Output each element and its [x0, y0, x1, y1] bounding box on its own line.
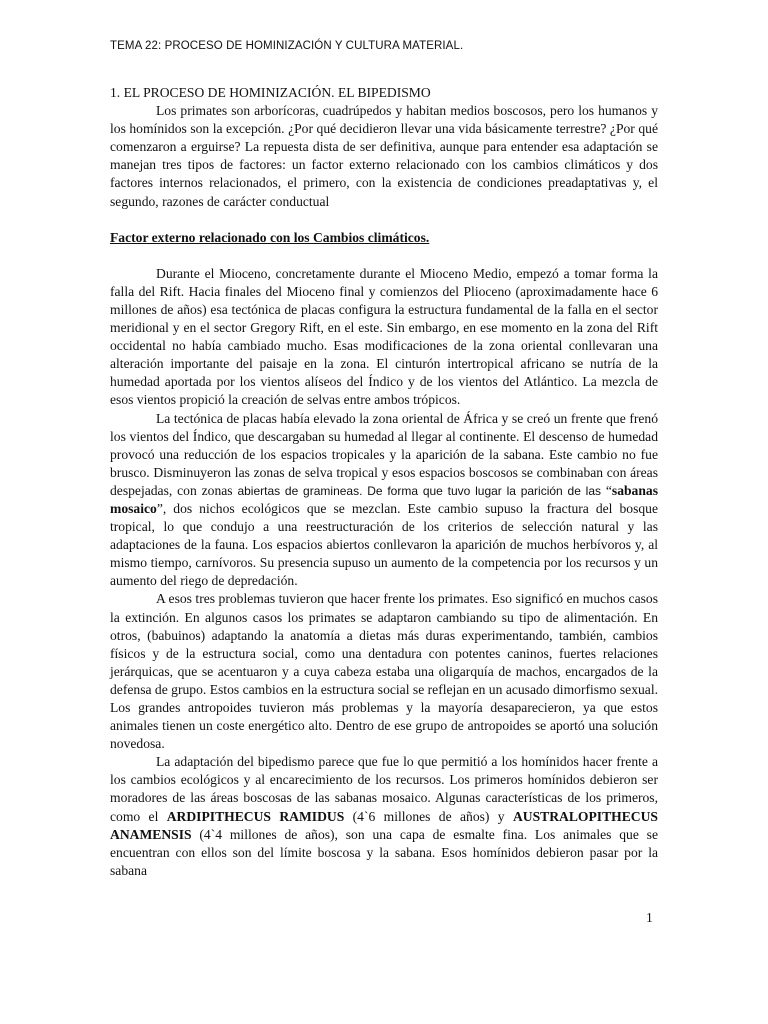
australopithecus-bold: AUSTRALOPITHECUS ANAMENSIS	[110, 808, 658, 842]
paragraph-tectonica-sans-text: abiertas de gramineas. De forma que tuvo lugar la parición de las	[237, 483, 602, 498]
sabanas-mosaico-bold: sabanas mosaico	[110, 482, 658, 516]
paragraph-tectonica-text-b: ”, dos nichos ecológicos que se mezclan. Este cambio supuso la fractura del bosque tropical, lo que condujo a una reestructuración de los criterios de selección natural y las adaptaciones de la fauna. Los espacios abiertos conllevaron la aparición de muchos herbívoros y, al mismo tiempo, carnívoros. Su presencia supuso un aumento de la competencia por los recursos y un aumento del riego de depredación.	[110, 500, 658, 589]
paragraph-bipedismo	[110, 753, 658, 880]
quote-open: “	[601, 482, 612, 498]
paragraph-mioceno: Durante el Mioceno, concretamente durante el Mioceno Medio, empezó a tomar forma la falla del Rift. Hacia finales del Mioceno final y comienzos del Plioceno (aproximadamente hace 6 millones de años) esa tectónica de placas configura la estructura fundamental de la falla en el sector meridional y en el sector Gregory Rift, en el este. Sin embargo, en ese momento en la zona del Rift occidental no había cambiado mucho. Esas modificaciones de la zona oriental conllevaran una alteración importante del paisaje en la zona. El cinturón intertropical africano se nutría de la humedad aportada por los vientos alíseos del Índico y de los vientos del Atlántico. La mezcla de esos vientos propició la creación de selvas entre ambos trópicos.	[110, 265, 658, 408]
factor-section-title: Factor externo relacionado con los Cambios climáticos.	[110, 229, 430, 245]
paragraph-primates: A esos tres problemas tuvieron que hacer frente los primates. Eso significó en muchos casos la extinción. En algunos casos los primates se adaptaron cambiando su tipo de alimentación. En otros, (babuinos) adaptando la anatomía a dietas más duras experimentando, también, cambios físicos y de la estructura social, como una dentadura con potentes caninos, fuertes relaciones jerárquicas, que se acentuaron y a cuya cabeza estaba una oligarquía de machos, encargados de la defensa de grupo. Estos cambios en la estructura social se reflejan en un acusado dimorfismo sexual. Los grandes antropoides tuvieron más problemas y la mayoría desaparecieron, ya que estos animales tienen un coste energético alto. Dentro de ese grupo de antropoides se aportó una solución novedosa.	[110, 591, 658, 752]
page-number: 1	[646, 910, 653, 925]
document-body	[110, 84, 658, 880]
paragraph-bipedismo-text-a: La adaptación del bipedismo parece que fue lo que permitió a los homínidos hacer frente a los cambios ecológicos y al encarecimiento de los recursos. Los primeros homínidos debieron ser moradores de las áreas boscosas de las sabanas mosaico. Algunas características de los primeros, como el	[110, 754, 658, 824]
paragraph-bipedismo-text-c: (4`4 millones de años), son una capa de esmalte fina. Los animales que se encuentran con ellos son del límite boscosa y la sabana. Esos homínidos debieron pasar por la sabana	[110, 826, 658, 878]
ardipithecus-bold: ARDIPITHECUS RAMIDUS	[166, 808, 345, 824]
section-heading: 1. EL PROCESO DE HOMINIZACIÓN. EL BIPEDISMO	[110, 85, 431, 100]
paragraph-tectonica	[110, 410, 658, 591]
paragraph-tectonica-text-a: La tectónica de placas había elevado la zona oriental de África y se creó un frente que frenó los vientos del Índico, que descargaban su humedad al llegar al continente. El descenso de humedad provocó una reducción de los espacios tropicales y la aparición de la sabana. Este cambio no fue brusco. Disminuyeron las zonas de selva tropical y esos espacios boscosos se combinaban con áreas despejadas, con zonas	[110, 410, 658, 498]
paragraph-bipedismo-text-b: (4`6 millones de años) y	[344, 808, 505, 824]
intro-paragraph: Los primates son arborícoras, cuadrúpedos y habitan medios boscosos, pero los humanos y los homínidos son la excepción. ¿Por qué decidieron llevar una vida básicamente terrestre? ¿Por qué comenzaron a erguirse? La repuesta dista de ser definitiva, aunque para entender esa adaptación se manejan tres tipos de factores: un factor externo relacionado con los cambios climáticos y dos factores internos relacionados, el primero, con la existencia de condiciones preadaptativas y, el segundo, razones de carácter conductual	[110, 103, 658, 209]
page-header: TEMA 22: PROCESO DE HOMINIZACIÓN Y CULTURA MATERIAL.	[110, 40, 464, 52]
